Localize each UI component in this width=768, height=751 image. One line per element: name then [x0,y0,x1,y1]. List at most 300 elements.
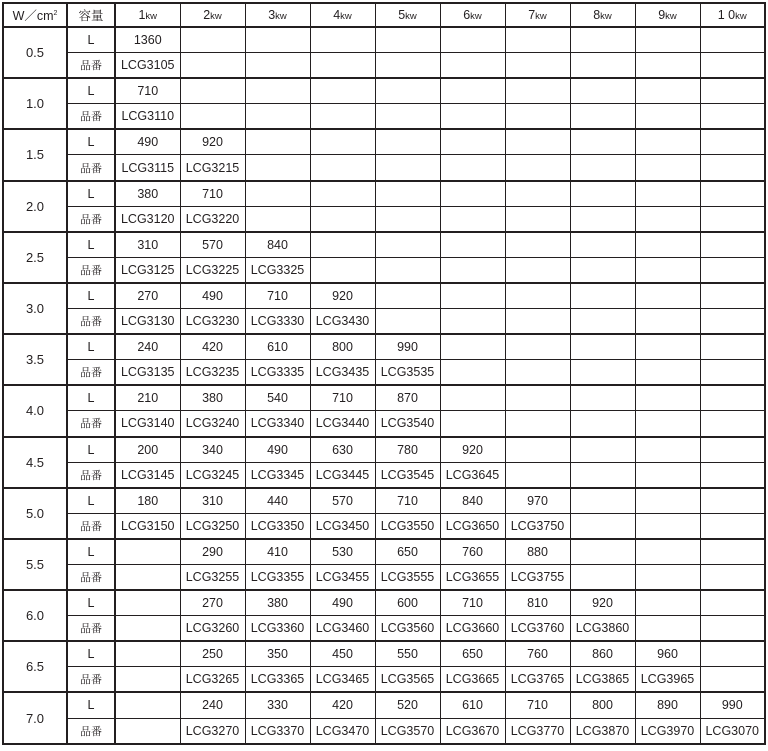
length-cell [375,27,440,53]
length-cell [375,78,440,104]
part-number-label: 品番 [67,155,115,181]
power-value: 1 [138,8,146,22]
power-column-header [505,3,570,27]
part-number-row [3,616,765,642]
length-label: L [67,232,115,258]
part-number-cell [700,104,765,130]
part-number-label: 品番 [67,53,115,79]
part-number-cell [375,309,440,335]
part-number-cell: LCG3250 [180,513,245,539]
part-number-cell [635,513,700,539]
length-cell [245,27,310,53]
length-cell: 210 [115,385,180,411]
length-cell: 710 [505,692,570,718]
part-number-cell: LCG3340 [245,411,310,437]
length-cell [570,334,635,360]
part-number-row [3,718,765,744]
part-number-cell: LCG3540 [375,411,440,437]
power-value: 5 [398,8,406,22]
part-number-label: 品番 [67,206,115,232]
length-cell [115,641,180,667]
part-number-cell [115,564,180,590]
length-label: L [67,27,115,53]
length-label: L [67,692,115,718]
length-cell [115,590,180,616]
length-label: L [67,334,115,360]
part-number-cell: LCG3450 [310,513,375,539]
density-cell: 5.5 [3,539,67,590]
length-cell: 880 [505,539,570,565]
heater-spec-table [2,2,766,745]
part-number-cell [700,564,765,590]
length-cell: 600 [375,590,440,616]
power-column-header [570,3,635,27]
part-number-cell: LCG3970 [635,718,700,744]
part-number-label: 品番 [67,564,115,590]
part-number-cell: LCG3325 [245,257,310,283]
part-number-cell [570,257,635,283]
length-label: L [67,590,115,616]
length-cell [505,437,570,463]
power-column-header [440,3,505,27]
length-row [3,129,765,155]
length-cell: 420 [180,334,245,360]
length-row [3,283,765,309]
part-number-label: 品番 [67,513,115,539]
part-number-cell [570,155,635,181]
part-number-cell [635,104,700,130]
part-number-cell [310,104,375,130]
length-cell: 380 [180,385,245,411]
density-cell: 2.5 [3,232,67,283]
part-number-cell: LCG3570 [375,718,440,744]
part-number-cell [440,309,505,335]
length-cell [570,283,635,309]
length-cell [440,129,505,155]
length-row [3,385,765,411]
part-number-cell: LCG3265 [180,667,245,693]
length-cell: 710 [115,78,180,104]
part-number-cell [505,53,570,79]
length-cell [505,334,570,360]
length-cell [700,385,765,411]
part-number-cell [310,53,375,79]
length-cell: 650 [375,539,440,565]
part-number-label: 品番 [67,257,115,283]
length-cell [570,539,635,565]
power-value: 6 [463,8,471,22]
length-cell [505,78,570,104]
length-cell: 200 [115,437,180,463]
length-cell [700,27,765,53]
length-cell: 800 [570,692,635,718]
density-cell: 0.5 [3,27,67,78]
length-cell [635,437,700,463]
part-number-label: 品番 [67,104,115,130]
part-number-cell: LCG3870 [570,718,635,744]
part-number-cell: LCG3215 [180,155,245,181]
part-number-cell: LCG3145 [115,462,180,488]
length-cell [635,539,700,565]
part-number-cell: LCG3245 [180,462,245,488]
length-cell: 380 [245,590,310,616]
length-cell [570,78,635,104]
part-number-cell: LCG3670 [440,718,505,744]
density-header: $W/cm^2$ [3,3,67,27]
part-number-row [3,309,765,335]
length-label: L [67,437,115,463]
length-cell: 810 [505,590,570,616]
length-row [3,27,765,53]
length-cell [375,181,440,207]
length-label: L [67,78,115,104]
length-cell [440,283,505,309]
length-label: L [67,488,115,514]
part-number-cell [700,462,765,488]
length-cell: 180 [115,488,180,514]
part-number-cell [505,257,570,283]
part-number-cell [635,206,700,232]
part-number-label: 品番 [67,718,115,744]
part-number-cell: LCG3760 [505,616,570,642]
part-number-cell [635,257,700,283]
length-cell: 240 [180,692,245,718]
part-number-cell [440,104,505,130]
length-label: L [67,385,115,411]
length-cell: 710 [375,488,440,514]
length-cell [505,129,570,155]
length-row [3,488,765,514]
length-cell: 710 [180,181,245,207]
length-cell: 920 [570,590,635,616]
length-cell: 800 [310,334,375,360]
length-cell: 650 [440,641,505,667]
part-number-cell: LCG3220 [180,206,245,232]
part-number-cell [635,564,700,590]
part-number-cell [310,206,375,232]
part-number-cell: LCG3750 [505,513,570,539]
part-number-cell [700,616,765,642]
density-cell: 5.0 [3,488,67,539]
length-cell [375,232,440,258]
length-row [3,437,765,463]
length-cell [440,385,505,411]
density-cell: 1.0 [3,78,67,129]
part-number-cell: LCG3435 [310,360,375,386]
length-cell: 490 [115,129,180,155]
part-number-cell: LCG3865 [570,667,635,693]
length-cell [440,27,505,53]
length-cell [310,232,375,258]
part-number-cell: LCG3470 [310,718,375,744]
part-number-row [3,513,765,539]
part-number-cell: LCG3445 [310,462,375,488]
length-cell [505,27,570,53]
part-number-cell: LCG3270 [180,718,245,744]
length-cell: 310 [115,232,180,258]
part-number-row [3,564,765,590]
length-cell [635,181,700,207]
length-cell [700,539,765,565]
part-number-cell: LCG3660 [440,616,505,642]
part-number-cell [505,206,570,232]
part-number-cell: LCG3125 [115,257,180,283]
length-cell: 870 [375,385,440,411]
part-number-label: 品番 [67,462,115,488]
part-number-label: 品番 [67,309,115,335]
length-cell: 490 [180,283,245,309]
part-number-cell: LCG3650 [440,513,505,539]
part-number-cell: LCG3070 [700,718,765,744]
part-number-cell: LCG3460 [310,616,375,642]
part-number-cell: LCG3330 [245,309,310,335]
length-cell [310,27,375,53]
length-cell [505,232,570,258]
length-cell: 710 [440,590,505,616]
part-number-cell [570,309,635,335]
part-number-cell: LCG3455 [310,564,375,590]
part-number-cell: LCG3860 [570,616,635,642]
length-label: L [67,181,115,207]
part-number-cell: LCG3430 [310,309,375,335]
part-number-cell: LCG3345 [245,462,310,488]
length-cell: 410 [245,539,310,565]
length-cell [245,78,310,104]
length-cell [570,488,635,514]
part-number-cell: LCG3365 [245,667,310,693]
length-cell [700,488,765,514]
density-cell: 3.0 [3,283,67,334]
part-number-cell: LCG3645 [440,462,505,488]
power-unit: kw [145,11,158,22]
part-number-cell: LCG3260 [180,616,245,642]
part-number-cell [115,718,180,744]
part-number-cell [505,462,570,488]
length-cell [635,129,700,155]
length-cell [700,590,765,616]
length-cell [570,129,635,155]
part-number-cell: LCG3235 [180,360,245,386]
part-number-row [3,206,765,232]
part-number-cell: LCG3350 [245,513,310,539]
part-number-cell: LCG3335 [245,360,310,386]
density-cell: 6.5 [3,641,67,692]
part-number-cell [700,513,765,539]
length-label: L [67,539,115,565]
density-cell: 4.0 [3,385,67,436]
length-cell [310,181,375,207]
part-number-cell: LCG3550 [375,513,440,539]
power-column-header [700,3,765,27]
length-cell [245,129,310,155]
part-number-row [3,257,765,283]
part-number-cell [570,53,635,79]
part-number-row [3,667,765,693]
part-number-cell: LCG3465 [310,667,375,693]
part-number-label: 品番 [67,616,115,642]
part-number-cell [635,411,700,437]
length-cell: 970 [505,488,570,514]
length-cell [375,129,440,155]
part-number-cell [310,155,375,181]
length-cell: 270 [180,590,245,616]
length-cell: 710 [310,385,375,411]
part-number-cell [505,104,570,130]
part-number-cell [635,462,700,488]
part-number-cell: LCG3130 [115,309,180,335]
length-cell [570,27,635,53]
length-cell: 290 [180,539,245,565]
part-number-cell [245,155,310,181]
part-number-cell: LCG3105 [115,53,180,79]
length-cell [440,78,505,104]
part-number-cell: LCG3770 [505,718,570,744]
length-cell: 310 [180,488,245,514]
length-cell: 550 [375,641,440,667]
part-number-cell: LCG3240 [180,411,245,437]
density-cell: 7.0 [3,692,67,744]
power-value: 2 [203,8,211,22]
length-cell: 380 [115,181,180,207]
part-number-cell [440,155,505,181]
power-value: 4 [333,8,341,22]
power-column-header [635,3,700,27]
length-cell: 840 [245,232,310,258]
part-number-cell: LCG3560 [375,616,440,642]
part-number-cell [700,53,765,79]
length-cell: 350 [245,641,310,667]
part-number-cell [700,667,765,693]
part-number-cell: LCG3355 [245,564,310,590]
part-number-cell [635,155,700,181]
length-row [3,590,765,616]
part-number-cell: LCG3665 [440,667,505,693]
density-cell: 4.5 [3,437,67,488]
power-unit: kw [340,11,352,22]
power-column-header [375,3,440,27]
part-number-cell [440,257,505,283]
length-row [3,78,765,104]
length-cell [700,641,765,667]
density-cell: 2.0 [3,181,67,232]
length-label: L [67,641,115,667]
length-cell: 250 [180,641,245,667]
part-number-cell [570,360,635,386]
length-cell: 540 [245,385,310,411]
part-number-cell: LCG3255 [180,564,245,590]
part-number-cell [440,360,505,386]
part-number-cell [635,309,700,335]
length-cell [115,539,180,565]
part-number-cell: LCG3225 [180,257,245,283]
part-number-cell [570,462,635,488]
part-number-cell: LCG3440 [310,411,375,437]
power-value: 8 [593,8,601,22]
length-row [3,539,765,565]
part-number-cell [505,411,570,437]
length-cell: 570 [180,232,245,258]
part-number-label: 品番 [67,667,115,693]
part-number-cell [570,513,635,539]
power-value: 3 [268,8,276,22]
power-unit: kw [600,11,612,22]
part-number-cell [180,53,245,79]
part-number-cell [375,155,440,181]
part-number-row [3,411,765,437]
capacity-header: 容量 [67,3,115,27]
part-number-cell [700,309,765,335]
part-number-cell: LCG3545 [375,462,440,488]
length-cell [375,283,440,309]
part-number-cell [375,206,440,232]
part-number-cell [635,360,700,386]
part-number-cell [505,360,570,386]
part-number-cell: LCG3535 [375,360,440,386]
length-cell [635,283,700,309]
length-cell: 990 [700,692,765,718]
part-number-cell [700,360,765,386]
part-number-cell [440,206,505,232]
length-cell [180,78,245,104]
power-unit: kw [210,11,222,22]
length-cell: 520 [375,692,440,718]
part-number-cell [375,257,440,283]
part-number-cell [440,53,505,79]
part-number-row [3,155,765,181]
length-cell: 530 [310,539,375,565]
part-number-cell [310,257,375,283]
length-cell [505,283,570,309]
part-number-cell [505,155,570,181]
part-number-cell: LCG3565 [375,667,440,693]
part-number-cell [375,53,440,79]
part-number-cell [635,616,700,642]
part-number-cell: LCG3360 [245,616,310,642]
part-number-cell [570,411,635,437]
length-cell: 270 [115,283,180,309]
length-cell [440,232,505,258]
part-number-row [3,104,765,130]
density-cell: 6.0 [3,590,67,641]
table-body [3,27,765,744]
length-cell: 920 [310,283,375,309]
part-number-cell: LCG3655 [440,564,505,590]
length-cell [505,181,570,207]
part-number-cell [570,104,635,130]
part-number-cell [700,155,765,181]
power-column-header [180,3,245,27]
length-label: L [67,129,115,155]
length-cell [635,78,700,104]
length-cell [570,385,635,411]
power-value: 1 0 [717,8,736,22]
part-number-cell [635,53,700,79]
part-number-cell: LCG3135 [115,360,180,386]
length-cell [245,181,310,207]
length-cell [700,232,765,258]
part-number-cell: LCG3150 [115,513,180,539]
length-cell [700,437,765,463]
length-cell: 920 [440,437,505,463]
part-number-cell [570,564,635,590]
part-number-row [3,462,765,488]
length-cell: 760 [505,641,570,667]
length-row [3,641,765,667]
length-cell: 1360 [115,27,180,53]
power-column-header [115,3,180,27]
power-unit: kw [405,11,417,22]
part-number-cell [440,411,505,437]
